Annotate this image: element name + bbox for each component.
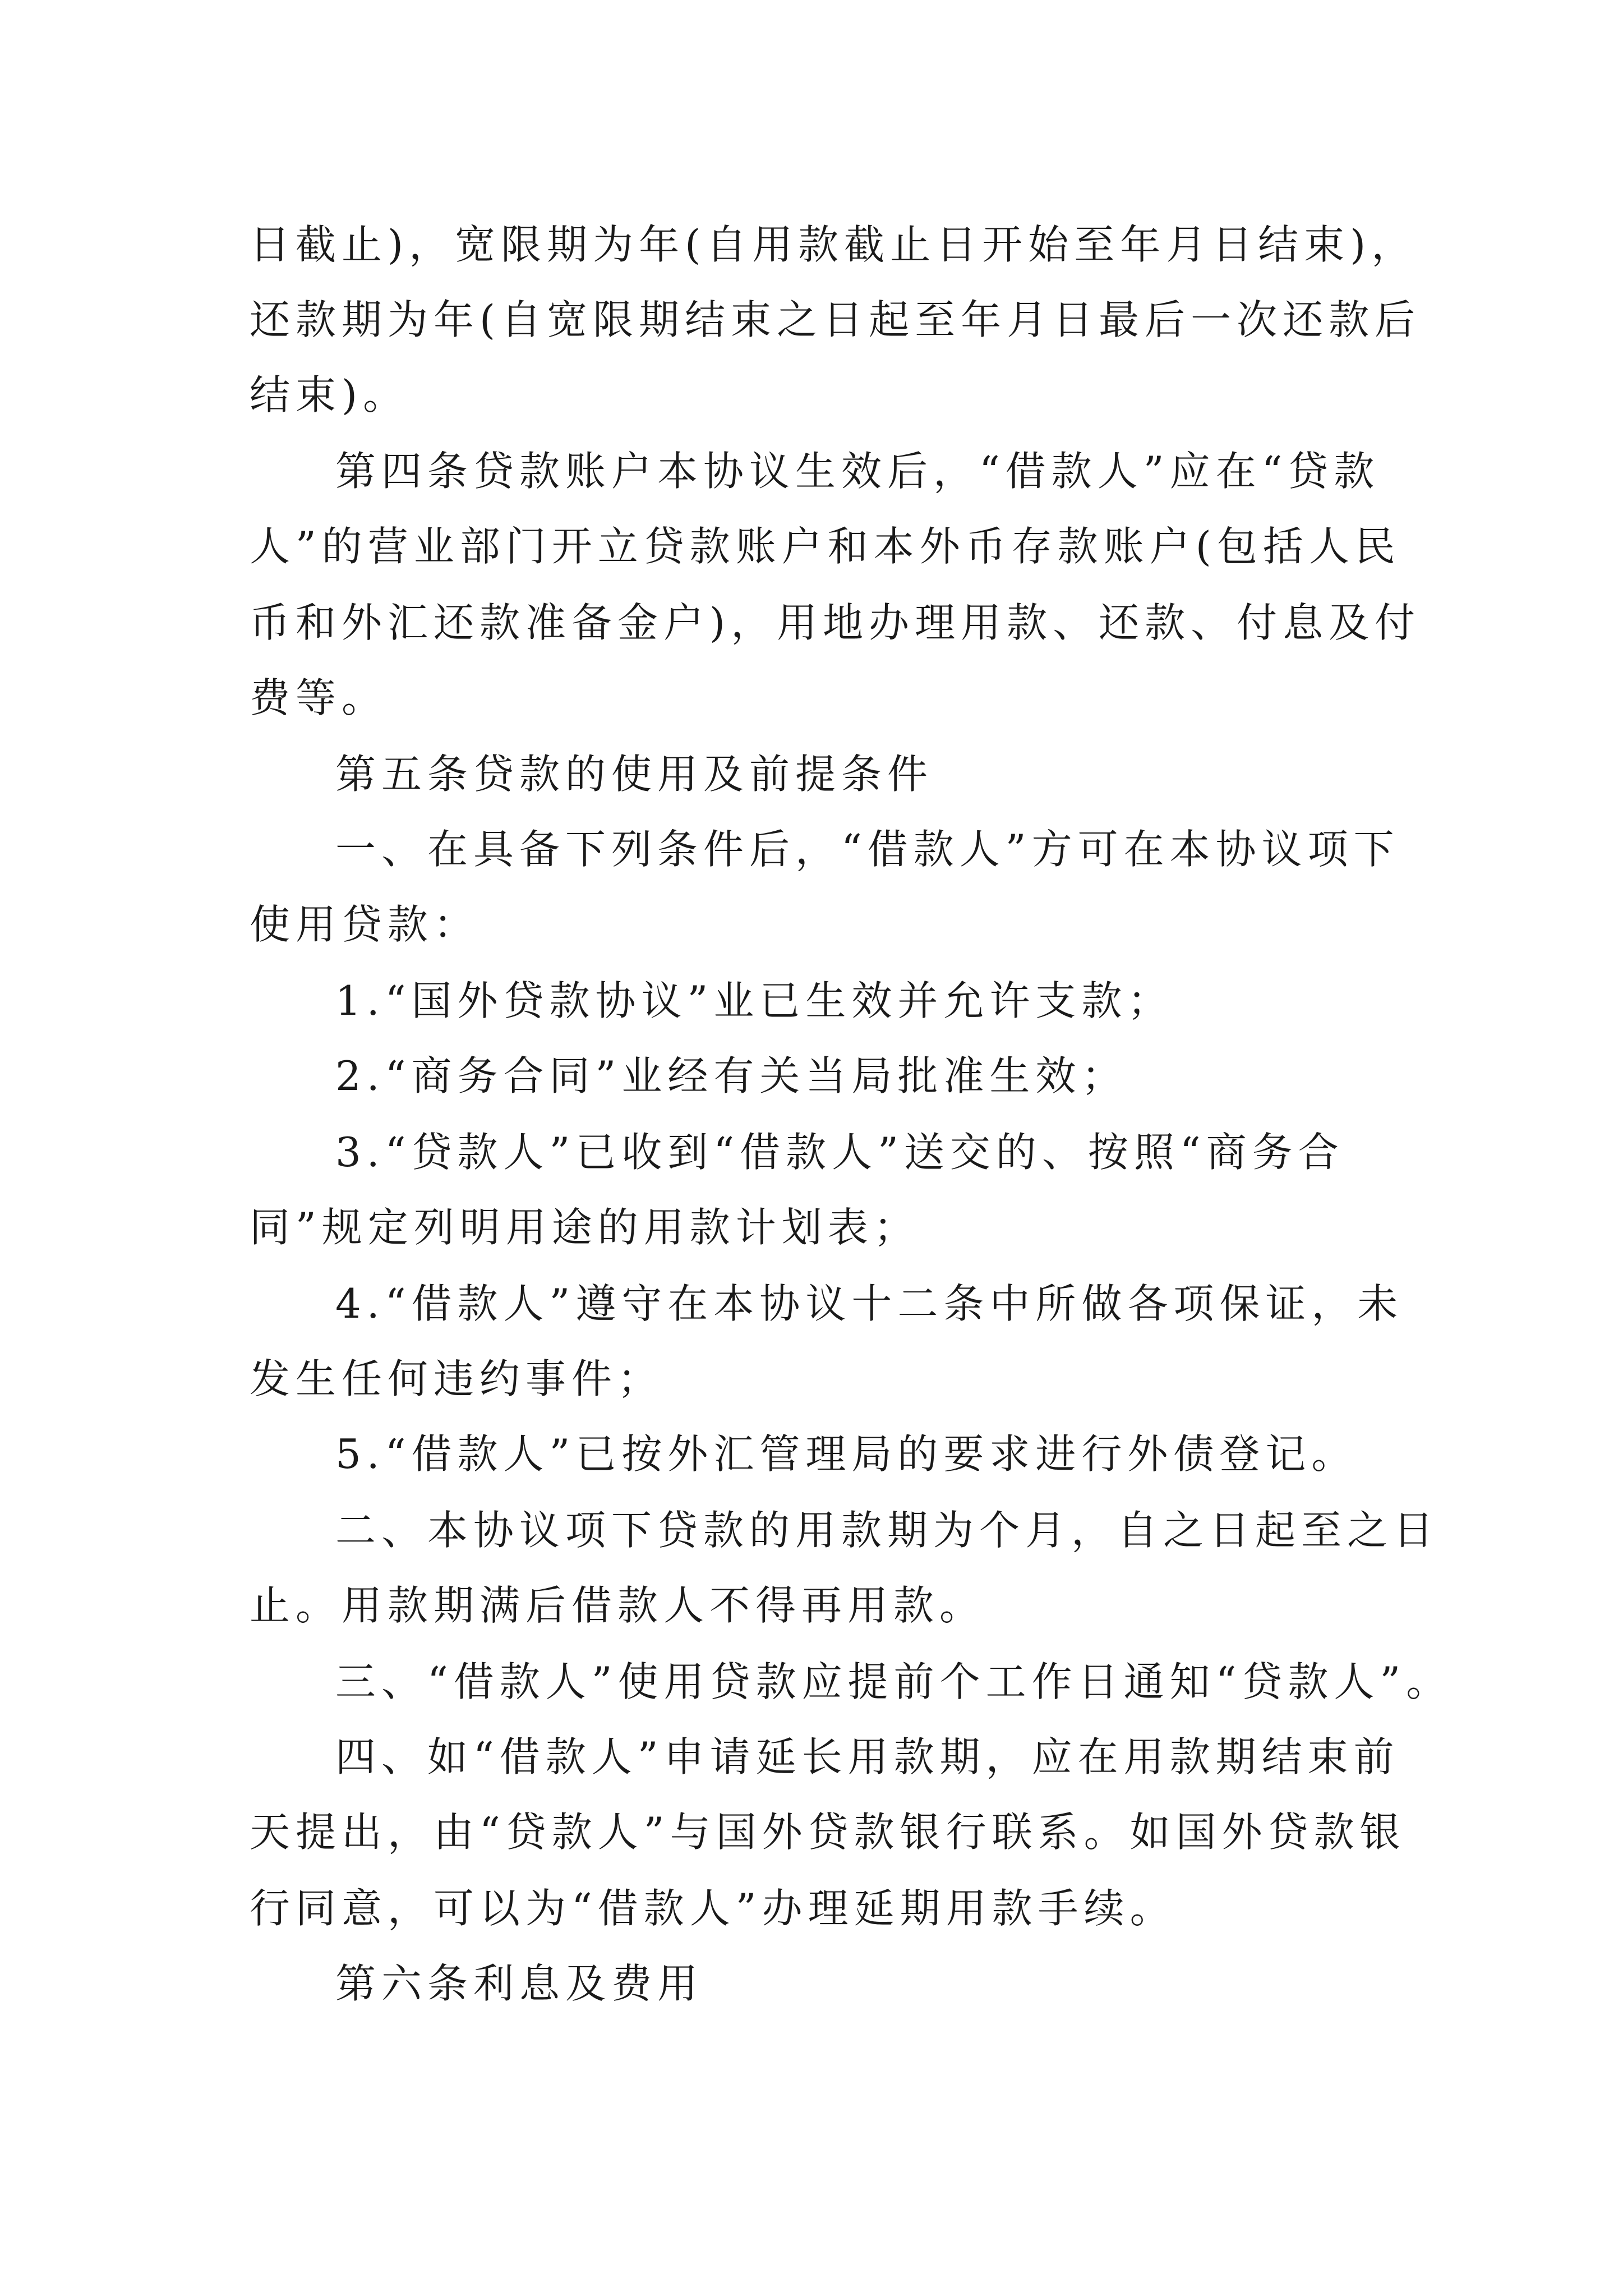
- text-line: 同”规定列明用途的用款计划表；: [250, 1204, 920, 1251]
- article-heading: 第五条贷款的使用及前提条件: [335, 751, 934, 798]
- text-line: 使用贷款：: [250, 901, 480, 948]
- list-item: 2.“商务合同”业经有关当局批准生效；: [335, 1052, 1128, 1099]
- list-item: 3.“贷款人”已收到“借款人”送交的、按照“商务合: [335, 1129, 1344, 1176]
- text-line: 三、“借款人”使用贷款应提前个工作日通知“贷款人”。: [335, 1658, 1453, 1705]
- text-line: 还款期为年(自宽限期结束之日起至年月日最后一次还款后: [250, 296, 1421, 343]
- list-item: 4.“借款人”遵守在本协议十二条中所做各项保证，未: [335, 1280, 1404, 1327]
- text-line: 结束)。: [250, 371, 409, 418]
- text-line: 一、在具备下列条件后，“借款人”方可在本协议项下: [335, 826, 1400, 873]
- text-line: 日截止)，宽限期为年(自用款截止日开始至年月日结束)，: [250, 221, 1418, 268]
- text-line: 四、如“借款人”申请延长用款期，应在用款期结束前: [335, 1733, 1400, 1780]
- text-line: 人”的营业部门开立贷款账户和本外币存款账户(包括人民: [250, 523, 1401, 570]
- text-line: 行同意，可以为“借款人”办理延期用款手续。: [250, 1885, 1176, 1932]
- article-heading: 第四条贷款账户本协议生效后，“借款人”应在“贷款: [335, 448, 1380, 495]
- list-item: 5.“借款人”已按外汇管理局的要求进行外债登记。: [335, 1430, 1358, 1478]
- text-line: 天提出，由“贷款人”与国外贷款银行联系。如国外贷款银: [250, 1809, 1406, 1856]
- text-line: 币和外汇还款准备金户)，用地办理用款、还款、付息及付: [250, 599, 1421, 646]
- article-heading: 第六条利息及费用: [335, 1960, 704, 2007]
- text-line: 费等。: [250, 674, 388, 721]
- text-line: 二、本协议项下贷款的用款期为个月，自之日起至之日: [335, 1507, 1440, 1554]
- list-item: 1.“国外贷款协议”业已生效并允许支款；: [335, 977, 1174, 1024]
- text-line: 发生任何违约事件；: [250, 1355, 664, 1402]
- text-line: 止。用款期满后借款人不得再用款。: [250, 1582, 986, 1629]
